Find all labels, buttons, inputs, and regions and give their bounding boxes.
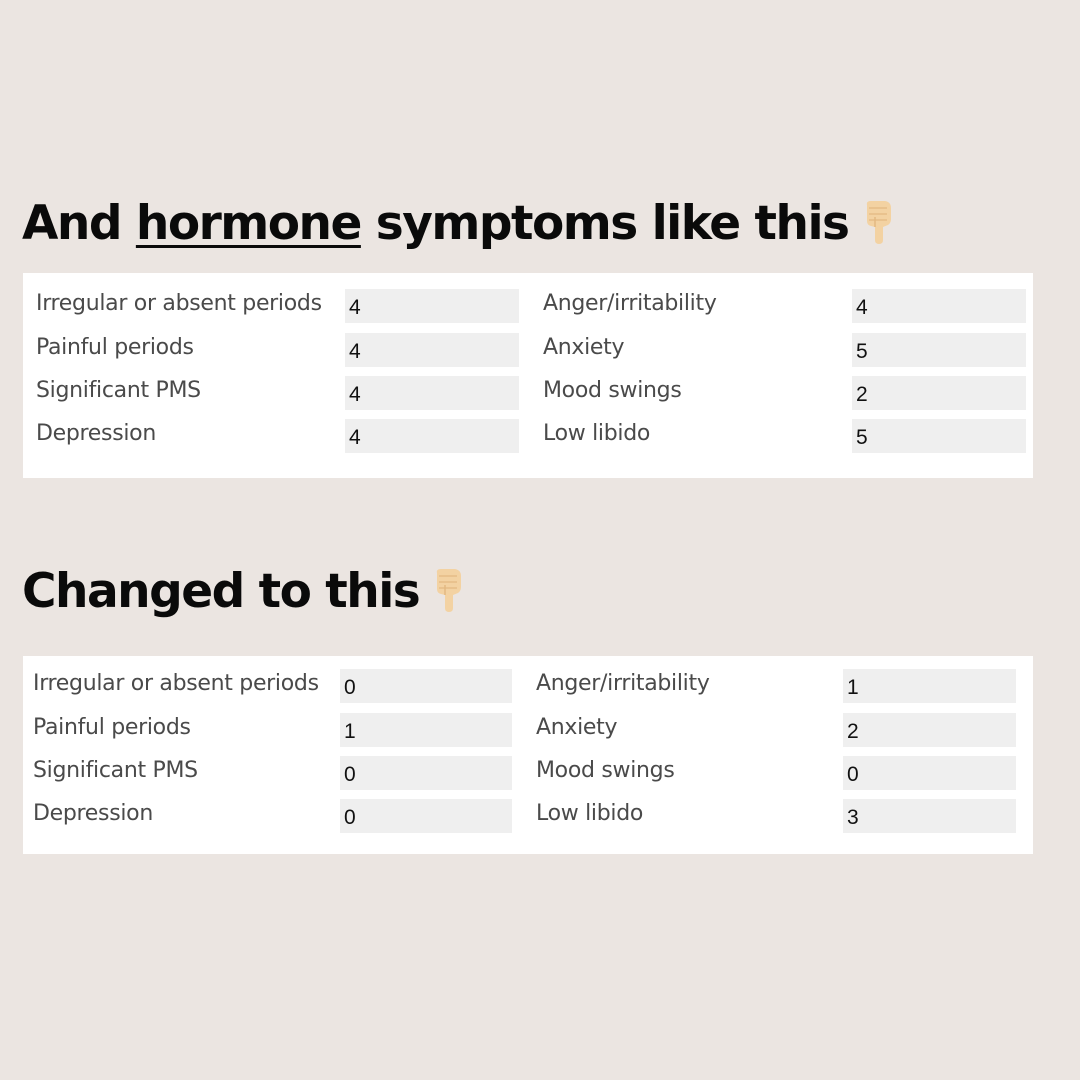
symptom-score-field[interactable]: 4 [345, 419, 519, 453]
symptom-score-field[interactable]: 1 [843, 669, 1016, 703]
before-heading [22, 196, 893, 253]
symptom-score-field[interactable]: 1 [340, 713, 512, 747]
symptom-label: Significant PMS [33, 758, 198, 783]
before-heading-suffix: symptoms like this [375, 196, 849, 251]
symptom-label: Anxiety [536, 715, 618, 740]
symptom-label: Anxiety [543, 335, 625, 360]
after-symptoms-table [23, 656, 1033, 854]
table-row [23, 376, 1033, 410]
symptom-label: Depression [33, 801, 153, 826]
symptom-score-field[interactable]: 5 [852, 419, 1026, 453]
table-row [23, 333, 1033, 367]
table-row [23, 669, 1033, 703]
before-symptoms-table [23, 273, 1033, 478]
symptom-label: Low libido [543, 421, 651, 446]
symptom-label: Depression [36, 421, 156, 446]
before-heading-emphasis: hormone [135, 196, 361, 251]
symptom-label: Irregular or absent periods [33, 671, 319, 696]
backhand-index-pointing-down-icon [863, 199, 893, 253]
symptom-label: Anger/irritability [536, 671, 710, 696]
table-row [23, 756, 1033, 790]
symptom-label: Low libido [536, 801, 644, 826]
table-row [23, 713, 1033, 747]
symptom-score-field[interactable]: 4 [852, 289, 1026, 323]
after-heading-text: Changed to this [22, 564, 420, 619]
after-heading [22, 564, 463, 621]
table-row [23, 799, 1033, 833]
symptom-score-field[interactable]: 0 [340, 669, 512, 703]
symptom-score-field[interactable]: 4 [345, 376, 519, 410]
symptom-score-field[interactable]: 5 [852, 333, 1026, 367]
symptom-label: Significant PMS [36, 378, 201, 403]
table-row [23, 419, 1033, 453]
symptom-label: Mood swings [536, 758, 675, 783]
symptom-score-field[interactable]: 4 [345, 289, 519, 323]
symptom-score-field[interactable]: 0 [340, 799, 512, 833]
backhand-index-pointing-down-icon [433, 567, 463, 621]
symptom-score-field[interactable]: 3 [843, 799, 1016, 833]
symptom-score-field[interactable]: 2 [852, 376, 1026, 410]
symptom-label: Irregular or absent periods [36, 291, 322, 316]
before-heading-prefix: And [22, 196, 121, 251]
symptom-score-field[interactable]: 2 [843, 713, 1016, 747]
symptom-label: Mood swings [543, 378, 682, 403]
symptom-score-field[interactable]: 0 [340, 756, 512, 790]
table-row [23, 289, 1033, 323]
symptom-score-field[interactable]: 0 [843, 756, 1016, 790]
symptom-label: Anger/irritability [543, 291, 717, 316]
symptom-label: Painful periods [33, 715, 191, 740]
symptom-score-field[interactable]: 4 [345, 333, 519, 367]
symptom-label: Painful periods [36, 335, 194, 360]
